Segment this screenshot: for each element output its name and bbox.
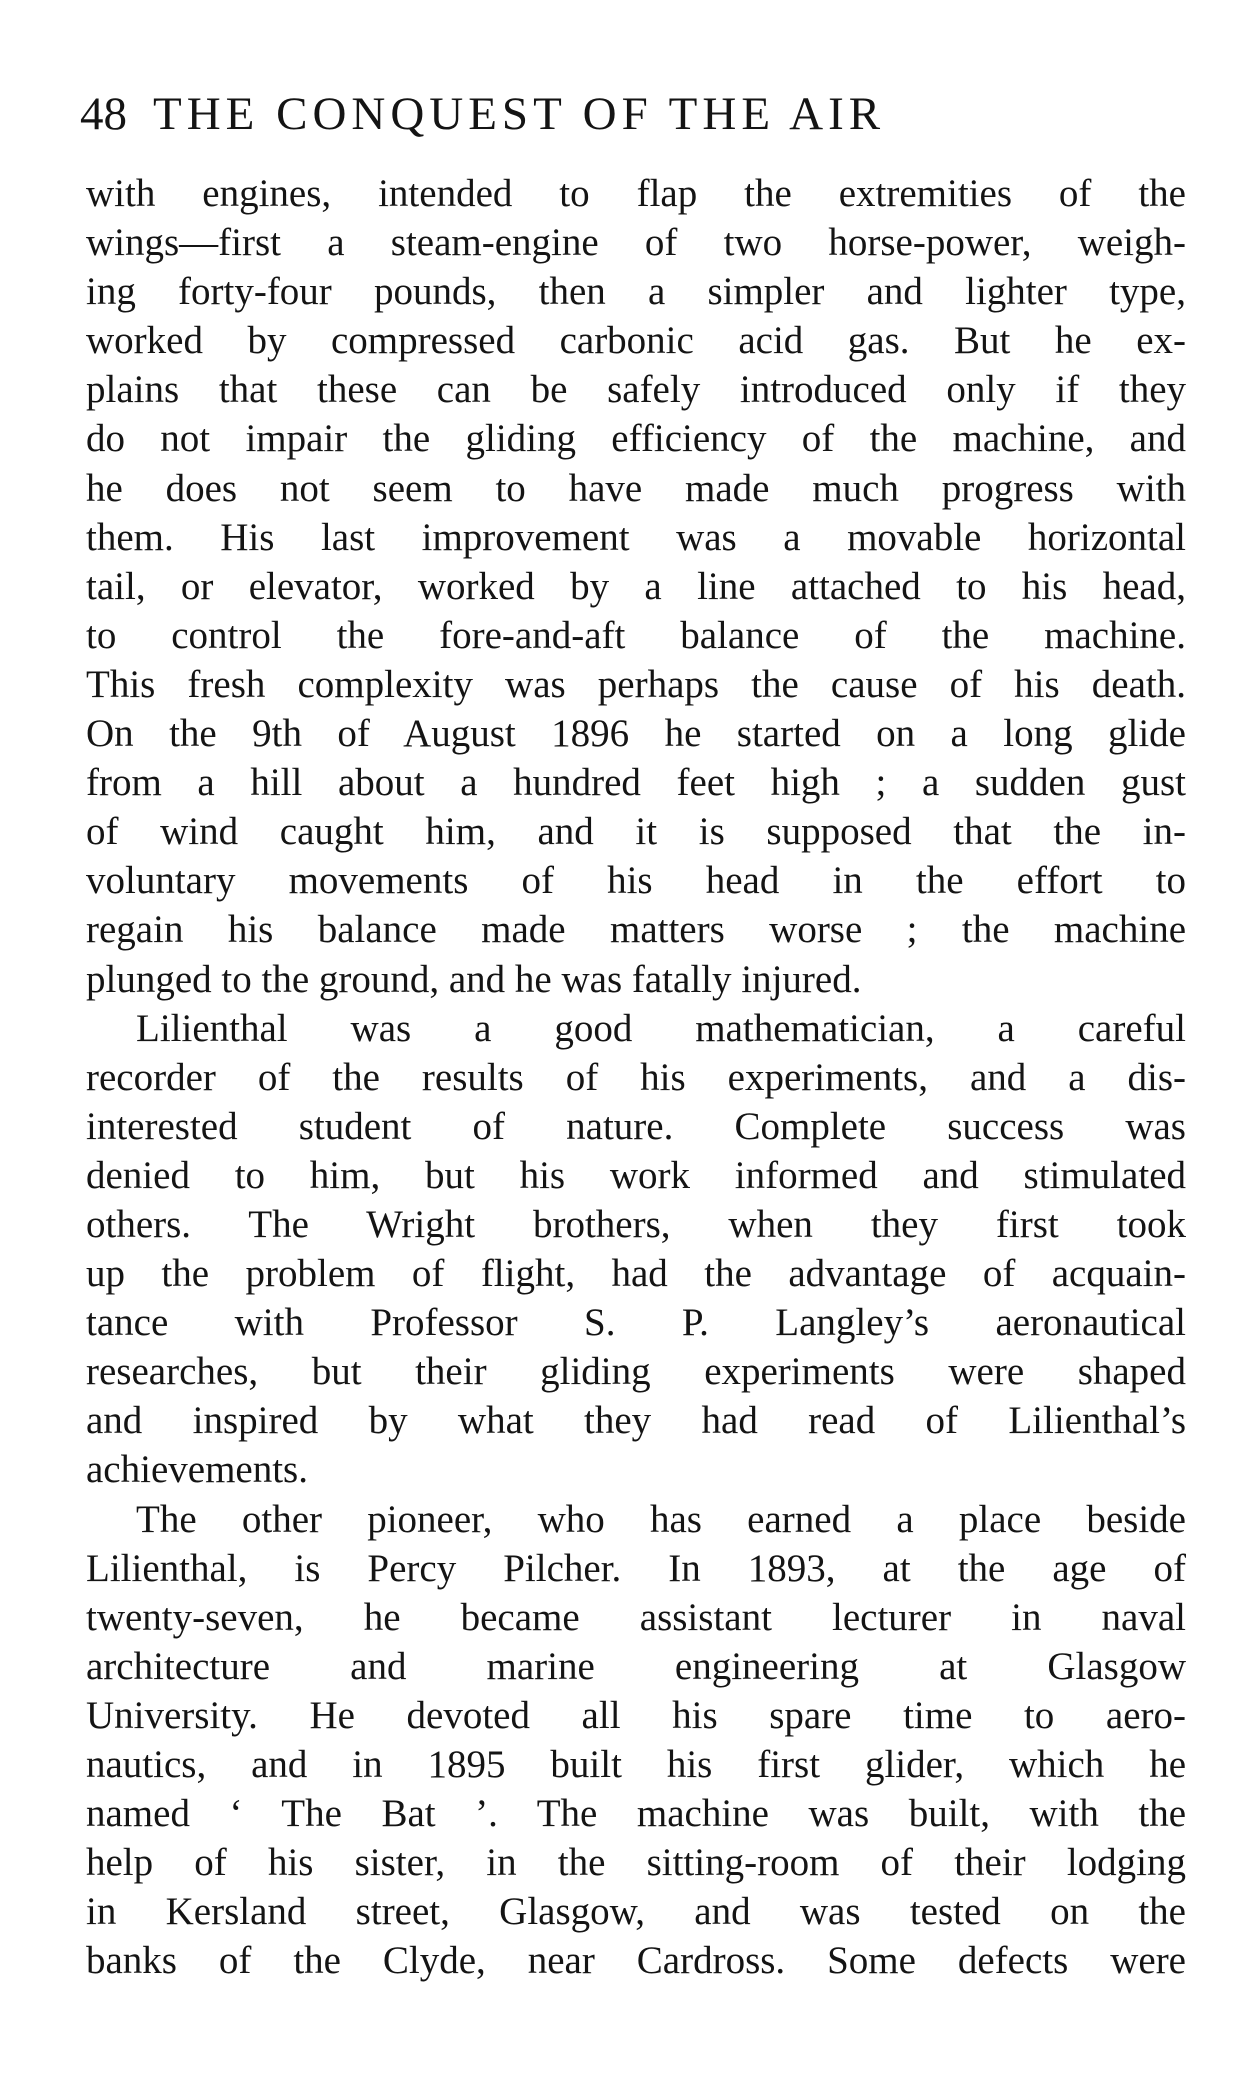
text-line: regain his balance made matters worse ; the machine xyxy=(86,908,1186,952)
text-line: tance with Professor S. P. Langley’s aeronautical xyxy=(86,1301,1186,1345)
text-line: of wind caught him, and it is supposed that the in- xyxy=(86,810,1186,854)
text-line: recorder of the results of his experiments, and a dis- xyxy=(86,1055,1186,1099)
text-line: Lilienthal, is Percy Pilcher. In 1893, at the age of xyxy=(86,1546,1186,1590)
text-line: plains that these can be safely introduced only if they xyxy=(86,368,1186,412)
text-line: denied to him, but his work informed and stimulated xyxy=(86,1153,1186,1197)
text-line: worked by compressed carbonic acid gas. But he ex- xyxy=(86,319,1186,363)
text-line: up the problem of flight, had the advantage of acquain- xyxy=(86,1252,1186,1296)
text-line: do not impair the gliding efficiency of the machine, and xyxy=(86,417,1186,461)
text-line: twenty-seven, he became assistant lecturer in naval xyxy=(86,1595,1186,1639)
text-line: On the 9th of August 1896 he started on a long glide xyxy=(86,712,1186,756)
text-line: This fresh complexity was perhaps the cause of his death. xyxy=(86,662,1186,706)
text-line: nautics, and in 1895 built his first glider, which he xyxy=(86,1743,1186,1786)
body-text xyxy=(86,169,1186,1985)
text-line: with engines, intended to flap the extremities of the xyxy=(86,172,1186,215)
text-line: tail, or elevator, worked by a line attached to his head, xyxy=(86,564,1186,608)
text-line: and inspired by what they had read of Lilienthal’s xyxy=(86,1399,1186,1443)
paragraph-last-line: achievements. xyxy=(86,1448,308,1492)
page-number: 48 xyxy=(80,88,127,140)
paragraph-last-line: plunged to the ground, and he was fatally injured. xyxy=(86,957,862,1001)
text-line: architecture and marine engineering at Glasgow xyxy=(86,1644,1186,1688)
paragraph-first-line: The other pioneer, who has earned a place beside xyxy=(136,1497,1186,1541)
running-head xyxy=(80,84,1180,144)
text-line: from a hill about a hundred feet high ; a sudden gust xyxy=(86,761,1186,805)
text-line: researches, but their gliding experiments were shaped xyxy=(86,1350,1186,1394)
text-line: in Kersland street, Glasgow, and was tested on the xyxy=(86,1890,1186,1934)
text-line: wings—first a steam-engine of two horse-power, weigh- xyxy=(86,221,1186,265)
text-line: help of his sister, in the sitting-room of their lodging xyxy=(86,1841,1186,1885)
text-line: University. He devoted all his spare time to aero- xyxy=(86,1693,1186,1737)
text-line: others. The Wright brothers, when they first took xyxy=(86,1202,1186,1246)
text-line: them. His last improvement was a movable horizontal xyxy=(86,515,1186,559)
running-title: THE CONQUEST OF THE AIR xyxy=(153,88,886,140)
text-line: to control the fore-and-aft balance of the machine. xyxy=(86,613,1186,657)
text-line: named ‘ The Bat ’. The machine was built, with the xyxy=(86,1792,1186,1836)
text-line: ing forty-four pounds, then a simpler and lighter type, xyxy=(86,270,1186,314)
text-line: voluntary movements of his head in the effort to xyxy=(86,859,1186,903)
text-line: banks of the Clyde, near Cardross. Some defects were xyxy=(86,1939,1186,1983)
text-line: he does not seem to have made much progress with xyxy=(86,466,1186,510)
paragraph-first-line: Lilienthal was a good mathematician, a careful xyxy=(136,1006,1186,1050)
text-line: interested student of nature. Complete success was xyxy=(86,1104,1186,1148)
